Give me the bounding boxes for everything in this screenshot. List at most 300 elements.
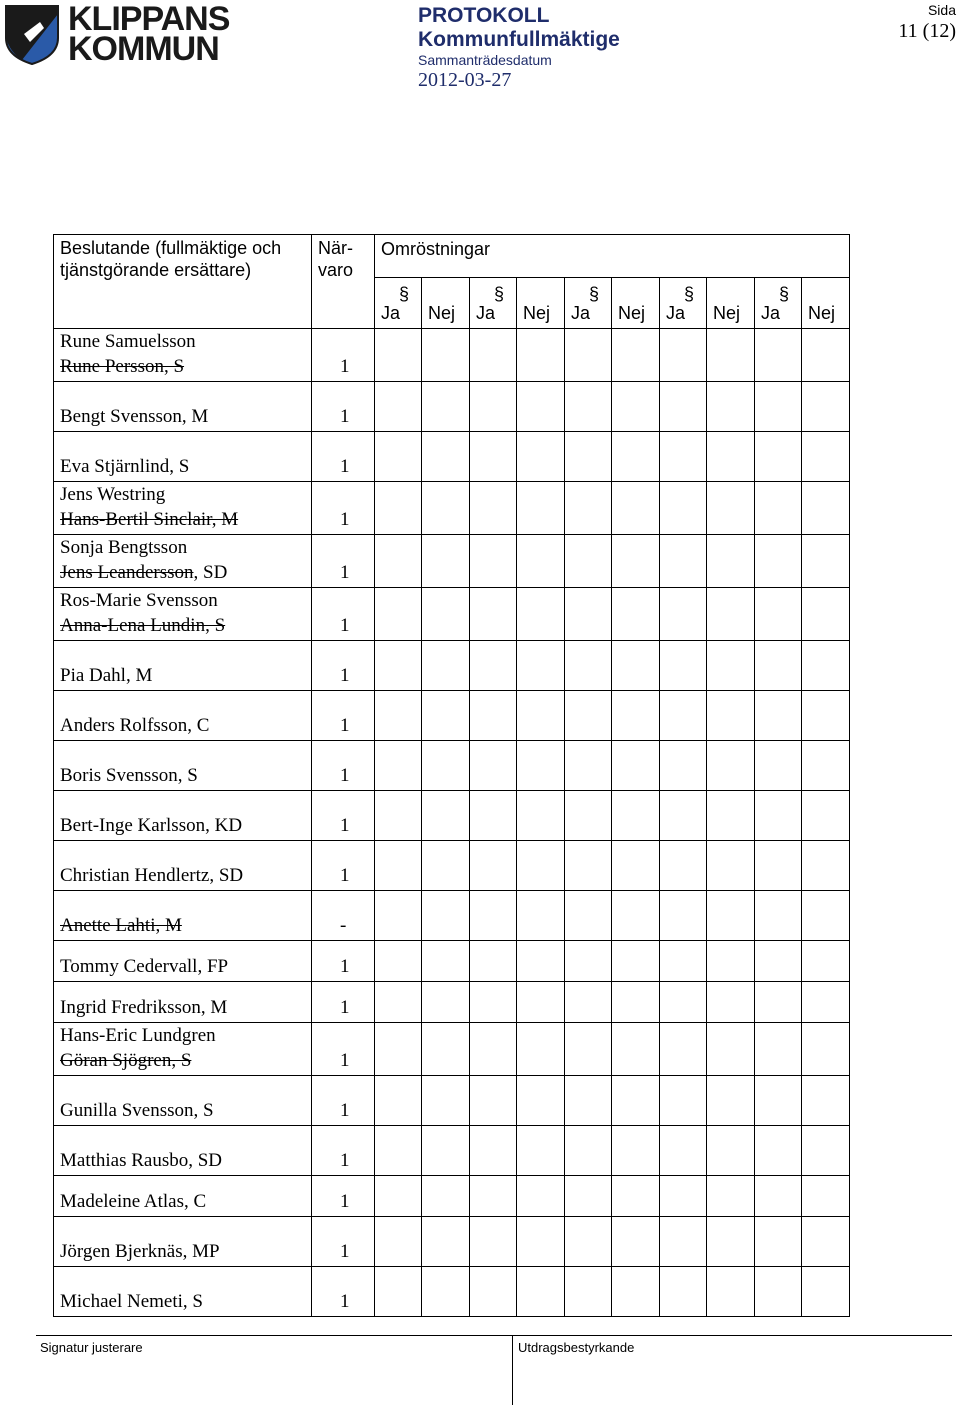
vote-cell xyxy=(422,982,470,1023)
vote-label: Ja xyxy=(381,303,401,323)
vote-cell xyxy=(470,641,517,691)
vote-cell xyxy=(755,891,802,941)
vote-cell xyxy=(565,1076,612,1126)
vote-cell xyxy=(707,432,755,482)
member-name xyxy=(60,507,305,532)
vote-cell xyxy=(375,941,422,982)
vote-cell xyxy=(375,482,422,535)
vote-cell xyxy=(422,1076,470,1126)
vote-cell xyxy=(612,588,660,641)
name-text: Jens Westring xyxy=(60,484,166,505)
table-row xyxy=(54,588,850,641)
vote-cell xyxy=(565,941,612,982)
vote-cell xyxy=(802,982,850,1023)
vote-cell xyxy=(517,1023,565,1076)
vote-header-ja xyxy=(660,278,707,329)
vote-cell xyxy=(612,1267,660,1317)
vote-cell xyxy=(517,1217,565,1267)
member-name xyxy=(60,454,305,479)
attendance-value: 1 xyxy=(312,982,375,1023)
vote-cell xyxy=(422,641,470,691)
table-row xyxy=(54,382,850,432)
vote-cell xyxy=(375,1076,422,1126)
name-text: Jörgen Bjerknäs, MP xyxy=(60,1241,220,1262)
member-name-cell xyxy=(54,741,312,791)
vote-cell xyxy=(517,941,565,982)
page-label: Sida xyxy=(927,2,956,18)
vote-cell xyxy=(565,1267,612,1317)
vote-cell xyxy=(755,588,802,641)
vote-cell xyxy=(802,382,850,432)
vote-header-ja xyxy=(375,278,422,329)
name-text: Pia Dahl, M xyxy=(60,665,153,686)
vote-cell xyxy=(470,891,517,941)
member-name-cell xyxy=(54,1267,312,1317)
vote-cell xyxy=(422,329,470,382)
vote-cell xyxy=(422,691,470,741)
vote-cell xyxy=(375,535,422,588)
signature-label: Signatur justerare xyxy=(40,1340,143,1355)
vote-cell xyxy=(802,941,850,982)
member-name xyxy=(60,713,305,738)
vote-header-ja xyxy=(565,278,612,329)
meeting-date: 2012-03-27 xyxy=(418,69,512,91)
table-row xyxy=(54,641,850,691)
vote-cell xyxy=(755,982,802,1023)
member-name xyxy=(60,354,305,379)
vote-cell xyxy=(375,641,422,691)
vote-cell xyxy=(612,641,660,691)
name-text: Christian Hendlertz, SD xyxy=(60,865,244,886)
vote-header-ja xyxy=(470,278,517,329)
municipality-logo xyxy=(4,0,230,70)
name-text: Ingrid Fredriksson, M xyxy=(60,997,228,1018)
member-name-cell xyxy=(54,1023,312,1076)
vote-cell xyxy=(612,982,660,1023)
member-name-cell xyxy=(54,1076,312,1126)
date-label: Sammanträdesdatum xyxy=(418,52,552,68)
attendance-value: 1 xyxy=(312,1267,375,1317)
vote-cell xyxy=(612,1176,660,1217)
vote-cell xyxy=(660,1176,707,1217)
vote-cell xyxy=(660,1267,707,1317)
vote-cell xyxy=(517,1176,565,1217)
vote-cell xyxy=(565,588,612,641)
vote-cell xyxy=(660,691,707,741)
table-row xyxy=(54,1176,850,1217)
vote-cell xyxy=(375,1126,422,1176)
vote-cell xyxy=(470,382,517,432)
vote-cell xyxy=(517,791,565,841)
name-text: Bengt Svensson, M xyxy=(60,406,209,427)
vote-cell xyxy=(802,791,850,841)
page-number: 11 (12) xyxy=(898,20,956,42)
vote-cell xyxy=(422,1023,470,1076)
member-name-cell xyxy=(54,1126,312,1176)
member-name-cell xyxy=(54,329,312,382)
vote-cell xyxy=(612,1126,660,1176)
footer-divider xyxy=(36,1335,952,1336)
vote-cell xyxy=(470,1023,517,1076)
table-row xyxy=(54,891,850,941)
vote-cell xyxy=(565,1023,612,1076)
member-name xyxy=(60,1189,305,1214)
vote-cell xyxy=(802,1076,850,1126)
vote-label: Nej xyxy=(428,303,456,323)
vote-cell xyxy=(517,891,565,941)
name-text: Sonja Bengtsson xyxy=(60,537,188,558)
vote-cell xyxy=(707,791,755,841)
member-name-cell xyxy=(54,535,312,588)
table-row xyxy=(54,535,850,588)
vote-cell xyxy=(565,982,612,1023)
vote-cell xyxy=(660,1076,707,1126)
member-name-cell xyxy=(54,691,312,741)
vote-cell xyxy=(707,588,755,641)
member-name xyxy=(60,1098,305,1123)
vote-cell xyxy=(470,841,517,891)
member-name-cell xyxy=(54,382,312,432)
struck-name: Anna-Lena Lundin, S xyxy=(60,615,226,636)
vote-cell xyxy=(422,482,470,535)
vote-cell xyxy=(755,941,802,982)
vote-cell xyxy=(755,1076,802,1126)
vote-cell xyxy=(565,1126,612,1176)
extract-label: Utdragsbestyrkande xyxy=(518,1340,635,1355)
vote-cell xyxy=(612,1023,660,1076)
attendance-value: 1 xyxy=(312,1076,375,1126)
name-text: Matthias Rausbo, SD xyxy=(60,1150,223,1171)
vote-cell xyxy=(470,982,517,1023)
vote-cell xyxy=(470,941,517,982)
name-text: Michael Nemeti, S xyxy=(60,1291,203,1312)
name-text: Eva Stjärnlind, S xyxy=(60,456,190,477)
vote-cell xyxy=(660,1023,707,1076)
logo-text xyxy=(68,0,230,68)
vote-cell xyxy=(612,741,660,791)
table-row xyxy=(54,941,850,982)
vote-cell xyxy=(707,691,755,741)
table-row xyxy=(54,432,850,482)
section-symbol: § xyxy=(684,284,695,304)
column-header-name: Beslutande (fullmäktige och tjänstgörande ersättare) xyxy=(54,235,312,329)
vote-cell xyxy=(517,432,565,482)
vote-cell xyxy=(802,691,850,741)
vote-cell xyxy=(612,432,660,482)
vote-cell xyxy=(375,432,422,482)
attendance-value: 1 xyxy=(312,1217,375,1267)
vote-cell xyxy=(755,841,802,891)
vote-cell xyxy=(755,432,802,482)
member-name xyxy=(60,995,305,1020)
vote-cell xyxy=(802,891,850,941)
vote-cell xyxy=(470,432,517,482)
member-name xyxy=(60,1023,305,1048)
vote-cell xyxy=(517,982,565,1023)
member-name-cell xyxy=(54,841,312,891)
vote-cell xyxy=(517,641,565,691)
vote-cell xyxy=(802,841,850,891)
vote-cell xyxy=(612,841,660,891)
vote-cell xyxy=(802,588,850,641)
vote-cell xyxy=(802,329,850,382)
vote-cell xyxy=(565,641,612,691)
attendance-value: 1 xyxy=(312,432,375,482)
name-text: Gunilla Svensson, S xyxy=(60,1100,214,1121)
vote-cell xyxy=(755,482,802,535)
vote-cell xyxy=(755,691,802,741)
member-name xyxy=(60,329,305,354)
vote-cell xyxy=(802,1176,850,1217)
member-name xyxy=(60,404,305,429)
vote-cell xyxy=(707,382,755,432)
table-row xyxy=(54,1267,850,1317)
attendance-value: 1 xyxy=(312,588,375,641)
vote-cell xyxy=(612,1217,660,1267)
attendance-value: 1 xyxy=(312,482,375,535)
vote-cell xyxy=(755,641,802,691)
vote-cell xyxy=(422,791,470,841)
vote-cell xyxy=(660,1217,707,1267)
vote-cell xyxy=(612,329,660,382)
name-text: Bert-Inge Karlsson, KD xyxy=(60,815,243,836)
member-name-cell xyxy=(54,1176,312,1217)
vote-cell xyxy=(707,841,755,891)
table-row xyxy=(54,329,850,382)
member-name-cell xyxy=(54,941,312,982)
vote-cell xyxy=(660,941,707,982)
vote-cell xyxy=(755,382,802,432)
vote-cell xyxy=(660,382,707,432)
member-name xyxy=(60,863,305,888)
vote-cell xyxy=(517,1076,565,1126)
vote-cell xyxy=(422,941,470,982)
vote-cell xyxy=(802,535,850,588)
vote-label: Ja xyxy=(571,303,591,323)
vote-cell xyxy=(375,891,422,941)
name-text: Hans-Eric Lundgren xyxy=(60,1025,216,1046)
vote-cell xyxy=(375,1267,422,1317)
vote-header-nej xyxy=(612,278,660,329)
logo-line-1: KLIPPANS xyxy=(68,0,230,38)
vote-cell xyxy=(707,982,755,1023)
section-symbol: § xyxy=(779,284,790,304)
table-row xyxy=(54,1076,850,1126)
vote-label: Ja xyxy=(761,303,781,323)
vote-cell xyxy=(707,1023,755,1076)
vote-cell xyxy=(802,641,850,691)
attendance-value: 1 xyxy=(312,941,375,982)
table-row xyxy=(54,482,850,535)
attendance-value: 1 xyxy=(312,535,375,588)
table-row xyxy=(54,982,850,1023)
attendance-value: 1 xyxy=(312,382,375,432)
vote-cell xyxy=(422,1176,470,1217)
attendance-value: 1 xyxy=(312,641,375,691)
vote-cell xyxy=(612,691,660,741)
name-text: Ros-Marie Svensson xyxy=(60,590,218,611)
vote-cell xyxy=(422,1126,470,1176)
vote-cell xyxy=(375,741,422,791)
vote-cell xyxy=(375,1217,422,1267)
vote-cell xyxy=(422,535,470,588)
vote-cell xyxy=(565,382,612,432)
attendance-value: 1 xyxy=(312,791,375,841)
vote-cell xyxy=(660,588,707,641)
vote-cell xyxy=(565,841,612,891)
member-name xyxy=(60,535,305,560)
vote-cell xyxy=(422,841,470,891)
vote-cell xyxy=(565,329,612,382)
vote-cell xyxy=(707,329,755,382)
vote-cell xyxy=(660,535,707,588)
section-symbol: § xyxy=(494,284,505,304)
vote-cell xyxy=(755,535,802,588)
vote-cell xyxy=(565,741,612,791)
vote-cell xyxy=(707,741,755,791)
member-name xyxy=(60,913,305,938)
vote-cell xyxy=(565,891,612,941)
name-text: Tommy Cedervall, FP xyxy=(60,956,229,977)
vote-cell xyxy=(612,891,660,941)
member-name-cell xyxy=(54,891,312,941)
vote-cell xyxy=(660,1126,707,1176)
table-body xyxy=(54,329,850,1317)
vote-cell xyxy=(707,1126,755,1176)
vote-cell xyxy=(422,432,470,482)
vote-cell xyxy=(660,741,707,791)
vote-cell xyxy=(707,941,755,982)
vote-header-nej xyxy=(802,278,850,329)
vote-cell xyxy=(375,841,422,891)
vote-cell xyxy=(470,791,517,841)
member-name-cell xyxy=(54,982,312,1023)
vote-cell xyxy=(517,535,565,588)
vote-cell xyxy=(660,982,707,1023)
logo-line-2: KOMMUN xyxy=(68,30,219,68)
vote-label: Nej xyxy=(618,303,646,323)
table-row xyxy=(54,841,850,891)
vote-cell xyxy=(660,329,707,382)
vote-label: Ja xyxy=(666,303,686,323)
vote-cell xyxy=(802,1217,850,1267)
member-name xyxy=(60,482,305,507)
member-name xyxy=(60,1148,305,1173)
vote-cell xyxy=(612,382,660,432)
vote-header-ja xyxy=(755,278,802,329)
member-name xyxy=(60,1289,305,1314)
vote-cell xyxy=(755,791,802,841)
vote-cell xyxy=(660,432,707,482)
vote-cell xyxy=(565,432,612,482)
vote-cell xyxy=(802,482,850,535)
vote-cell xyxy=(755,1176,802,1217)
member-name xyxy=(60,813,305,838)
name-text: Madeleine Atlas, C xyxy=(60,1191,207,1212)
vote-cell xyxy=(375,982,422,1023)
vote-cell xyxy=(565,691,612,741)
vote-cell xyxy=(517,482,565,535)
vote-cell xyxy=(612,1076,660,1126)
table-row xyxy=(54,791,850,841)
vote-cell xyxy=(517,1267,565,1317)
vote-cell xyxy=(422,891,470,941)
vote-cell xyxy=(755,741,802,791)
section-symbol: § xyxy=(589,284,600,304)
vote-cell xyxy=(802,741,850,791)
vote-cell xyxy=(517,588,565,641)
vote-cell xyxy=(422,1267,470,1317)
vote-cell xyxy=(565,791,612,841)
vote-cell xyxy=(755,1023,802,1076)
section-symbol: § xyxy=(399,284,410,304)
vote-cell xyxy=(565,1176,612,1217)
vote-cell xyxy=(470,329,517,382)
vote-cell xyxy=(517,382,565,432)
member-name xyxy=(60,663,305,688)
document-subtitle: Kommunfullmäktige xyxy=(418,28,620,51)
vote-cell xyxy=(470,1076,517,1126)
vote-cell xyxy=(565,535,612,588)
table-row xyxy=(54,741,850,791)
vote-cell xyxy=(707,641,755,691)
vote-cell xyxy=(470,482,517,535)
vote-cell xyxy=(565,482,612,535)
member-name xyxy=(60,1048,305,1073)
vote-cell xyxy=(565,1217,612,1267)
member-name xyxy=(60,560,305,585)
member-name-cell xyxy=(54,791,312,841)
vote-cell xyxy=(470,1267,517,1317)
vote-cell xyxy=(707,891,755,941)
coat-of-arms-icon xyxy=(4,4,60,66)
member-name-cell xyxy=(54,482,312,535)
vote-cell xyxy=(375,691,422,741)
vote-cell xyxy=(707,1076,755,1126)
table-row xyxy=(54,691,850,741)
table-row xyxy=(54,1023,850,1076)
column-header-omrostningar: Omröstningar xyxy=(375,235,850,278)
vote-cell xyxy=(660,841,707,891)
vote-cell xyxy=(660,891,707,941)
attendance-value: 1 xyxy=(312,691,375,741)
attendance-value: 1 xyxy=(312,741,375,791)
vote-cell xyxy=(612,535,660,588)
name-suffix: , SD xyxy=(193,562,228,583)
vote-cell xyxy=(422,741,470,791)
vote-cell xyxy=(707,1217,755,1267)
attendance-value: 1 xyxy=(312,1176,375,1217)
vote-cell xyxy=(755,1217,802,1267)
attendance-value: 1 xyxy=(312,841,375,891)
vote-cell xyxy=(755,1126,802,1176)
vote-cell xyxy=(755,329,802,382)
vote-cell xyxy=(660,482,707,535)
vote-cell xyxy=(802,432,850,482)
vote-cell xyxy=(517,841,565,891)
struck-name: Jens Leandersson xyxy=(60,562,194,583)
vote-label: Nej xyxy=(808,303,836,323)
vote-header-nej xyxy=(422,278,470,329)
attendance-value: 1 xyxy=(312,329,375,382)
struck-name: Anette Lahti, M xyxy=(60,915,182,936)
vote-cell xyxy=(375,382,422,432)
member-name-cell xyxy=(54,641,312,691)
vote-cell xyxy=(802,1126,850,1176)
member-name-cell xyxy=(54,588,312,641)
attendance-value: 1 xyxy=(312,1126,375,1176)
vote-cell xyxy=(470,691,517,741)
